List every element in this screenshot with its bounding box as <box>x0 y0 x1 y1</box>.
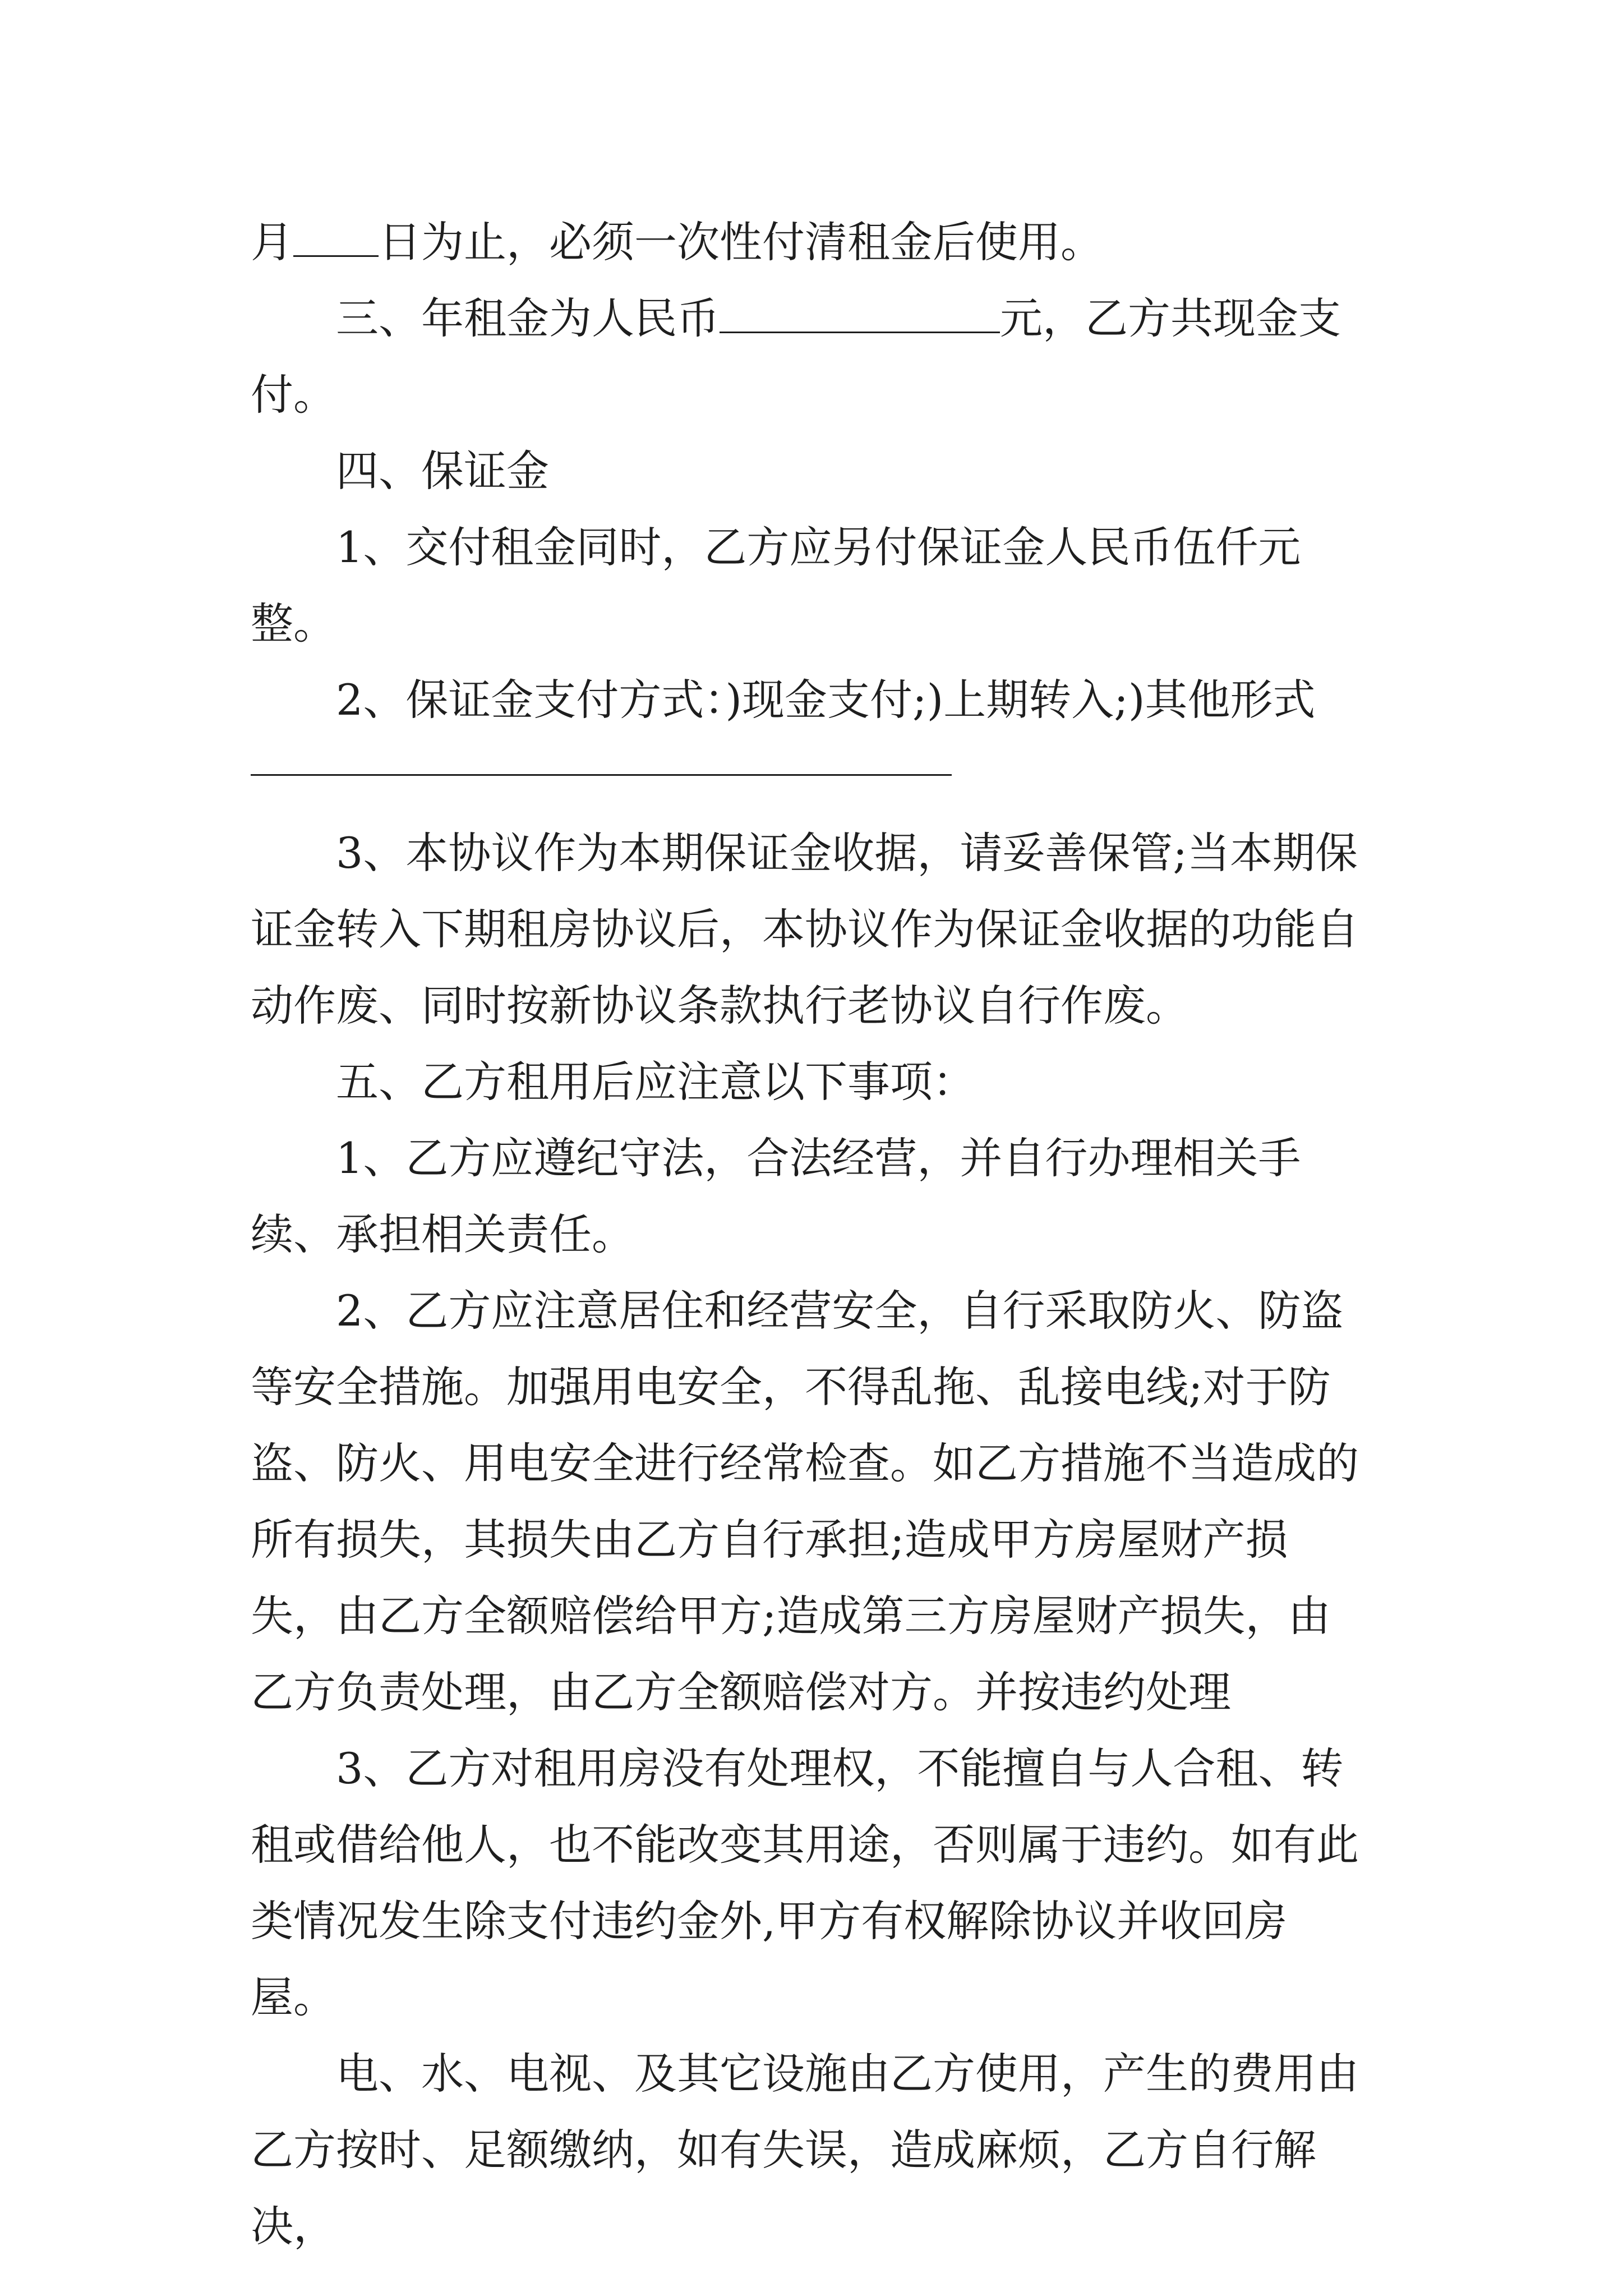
blank-other-method-line <box>251 774 952 776</box>
paragraph-annual-rent <box>251 280 1372 433</box>
text-month: 月 <box>251 217 293 267</box>
document-body <box>251 204 1372 2265</box>
text-payment-terms: 日为止，必须一次性付清租金后使用。 <box>379 217 1103 267</box>
paragraph-deposit-amount: 1、交付租金同时，乙方应另付保证金人民币伍仟元整。 <box>251 522 1301 648</box>
paragraph-utilities: 电、水、电视、及其它设施由乙方使用，产生的费用由乙方按时、足额缴纳，如有失误，造成麻烦，乙方自行解决， <box>251 2049 1359 2251</box>
section-heading-deposit: 四、保证金 <box>336 446 549 496</box>
blank-day-field <box>293 218 379 257</box>
paragraph-deposit-receipt: 3、本协议作为本期保证金收据，请妥善保管;当本期保证金转入下期租房协议后，本协议作为保证金收据的功能自动作废、同时按新协议条款执行老协议自行作废。 <box>251 828 1359 1030</box>
paragraph-deposit-method: 2、保证金支付方式：)现金支付;)上期转入;)其他形式 <box>336 675 1316 725</box>
paragraph-duty-safety: 2、乙方应注意居住和经营安全，自行采取防火、防盗等安全措施。加强用电安全，不得乱拖、乱接电线;对于防盗、防火、用电安全进行经常检查。如乙方措施不当造成的所有损失，其损失由乙方自行承担;造成甲方房屋财产损失，由乙方全额赔偿给甲方;造成第三方房屋财产损失，由乙方负责处理，由乙方全额赔偿对方。并按违约处理 <box>251 1286 1359 1717</box>
paragraph-duty-sublet: 3、乙方对租用房没有处理权，不能擅自与人合租、转租或借给他人，也不能改变其用途，否则属于违约。如有此类情况发生除支付违约金外,甲方有权解除协议并收回房屋。 <box>251 1743 1359 2022</box>
paragraph-duty-law: 1、乙方应遵纪守法，合法经营，并自行办理相关手续、承担相关责任。 <box>251 1133 1301 1259</box>
blank-rent-amount <box>720 295 1000 333</box>
text-annual-rent-payment: 元，乙方共现金支付。 <box>251 293 1341 420</box>
paragraph-rent-period <box>251 204 1372 280</box>
text-annual-rent-label: 三、年租金为人民币 <box>336 293 720 343</box>
section-heading-tenant-duties: 五、乙方租用后应注意以下事项： <box>336 1057 975 1107</box>
